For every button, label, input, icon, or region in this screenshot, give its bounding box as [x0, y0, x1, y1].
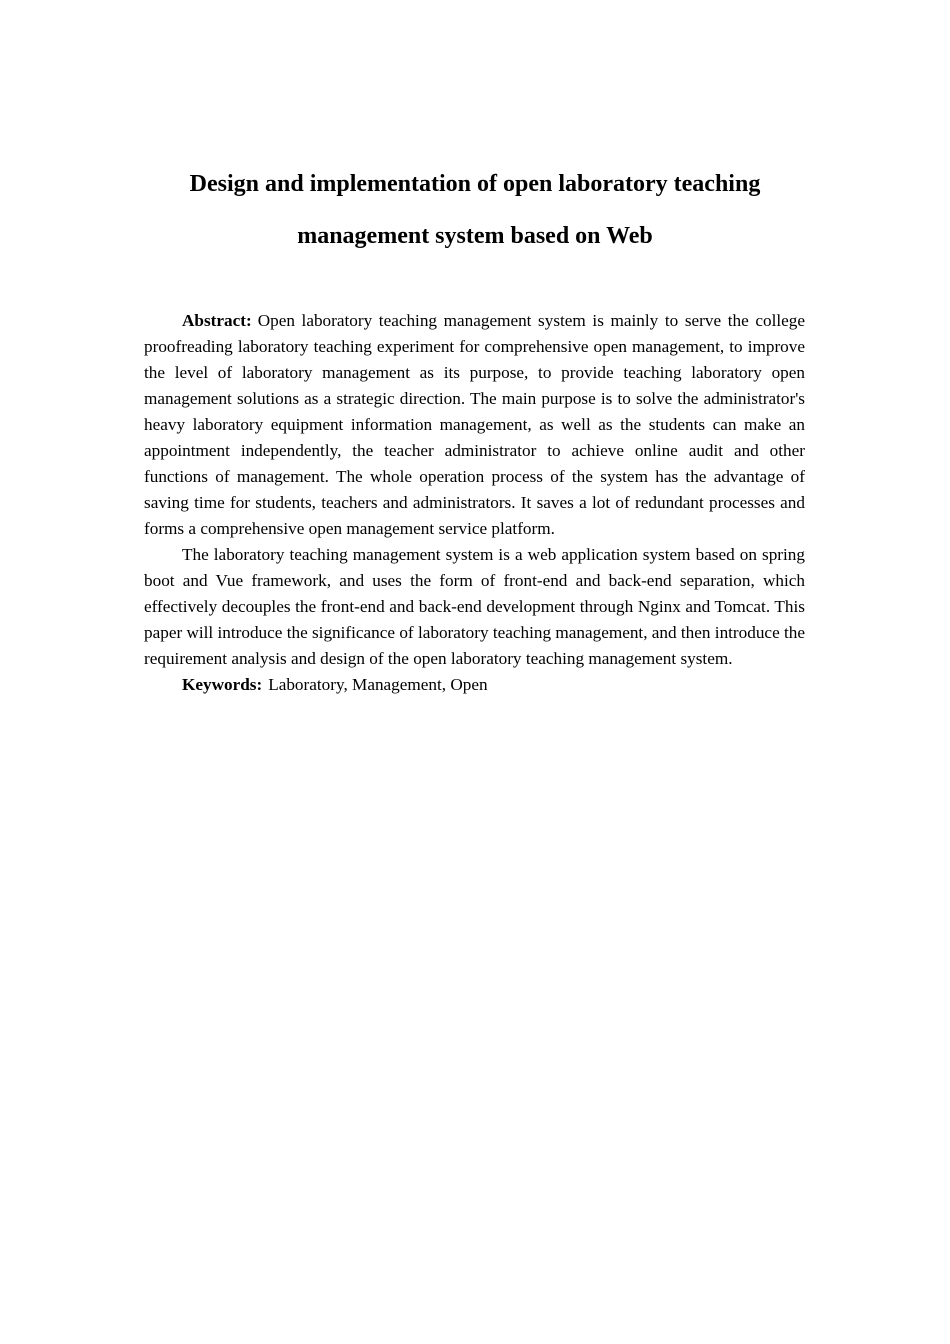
abstract-section [144, 308, 805, 698]
title-line-2: management system based on Web [297, 223, 653, 249]
abstract-text-2: The laboratory teaching management system is a web application system based on spring boot and Vue framework, and uses the form of front-end and back-end separation, which effectively decouples the front-end and back-end development through Nginx and Tomcat. This paper will introduce the significance of laboratory teaching management, and then introduce the requirement analysis and design of the open laboratory teaching management system. [144, 545, 805, 668]
abstract-paragraph-1 [144, 308, 805, 542]
abstract-paragraph-2 [144, 542, 805, 672]
keywords-label: Keywords: [182, 675, 263, 694]
abstract-text-1: Open laboratory teaching management system is mainly to serve the college proofreading laboratory teaching experiment for comprehensive open management, to improve the level of laboratory management as its purpose, to provide teaching laboratory open management solutions as a strategic direction. The main purpose is to solve the administrator's heavy laboratory equipment information management, as well as the students can make an appointment independently, the teacher administrator to achieve online audit and other functions of management. The whole operation process of the system has the advantage of saving time for students, teachers and administrators. It saves a lot of redundant processes and forms a comprehensive open management service platform. [144, 311, 805, 538]
keywords-line [144, 672, 805, 698]
title-line-1: Design and implementation of open laboratory teaching [189, 171, 761, 197]
paper-title [0, 158, 950, 262]
keywords-value: Laboratory, Management, Open [268, 675, 488, 694]
abstract-label: Abstract: [182, 311, 252, 330]
